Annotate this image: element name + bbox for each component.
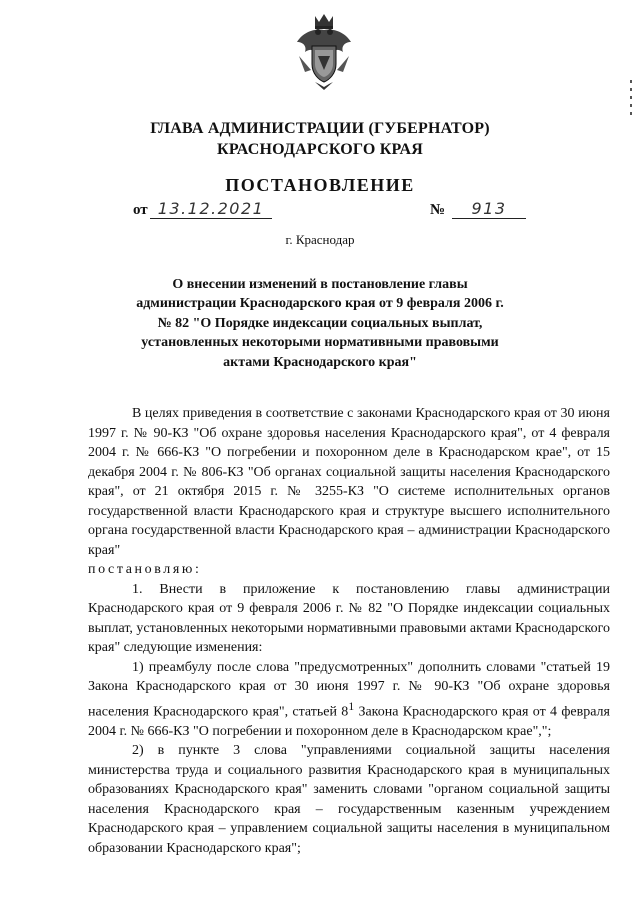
heading-line: актами Краснодарского края" [223,354,417,370]
document-type: ПОСТАНОВЛЕНИЕ [225,175,415,195]
decree-date: 13.12.2021 [150,200,272,219]
subitem-1-text-b: Закона Краснодарского края от 4 февраля 2004 г. № 666-КЗ "О погребении и похоронном деле в Краснодарском крае","; [88,704,610,739]
margin-scan-mark [628,80,636,120]
heading-line: № 82 "О Порядке индексации социальных выплат, [157,315,483,331]
subitem-1-paragraph [88,658,610,742]
heading-line: администрации Краснодарского края от 9 февраля 2006 г. [136,296,504,312]
heading-line: О внесении изменений в постановление главы [172,277,468,292]
preamble-paragraph: В целях приведения в соответствие с законами Краснодарского края от 30 июня 1997 г. № 90-КЗ "Об охране здоровья населения Краснодарского края", от 4 февраля 2004 г. № 666-КЗ "О погребении и похоронном деле в Краснодарском крае", от 15 декабря 2004 г. № 806-КЗ "Об органах социальной защиты населения Краснодарского края", от 21 октября 2015 г. № 3255-КЗ "О системе исполнительных органов государственной власти Краснодарского края и структуре высшего исполнительного органа государственной власти Краснодарского края – администрации Краснодарского края" [88,406,610,558]
resolution-word: постановляю: [88,562,202,577]
item-1-paragraph: 1. Внести в приложение к постановлению главы администрации Краснодарского края от 9 февраля 2006 г. № 82 "О Порядке индексации социальных выплат, установленных некоторыми нормативными правовыми актами Краснодарского края" следующие изменения: [88,581,610,655]
authority-title-line1: ГЛАВА АДМИНИСТРАЦИИ (ГУБЕРНАТОР) [150,120,490,137]
decree-body [88,404,610,858]
decree-number: 913 [452,200,526,219]
krasnodar-coat-of-arms-icon [293,12,355,94]
subitem-2-paragraph: 2) в пункте 3 слова "управлениями социальной защиты населения министерства труда и социального развития Краснодарского края в муниципальных образованиях Краснодарского края" заменить словами "органом социальной защиты населения Краснодарского края – государственным казенным учреждением Краснодарского края – управлением социальной защиты населения в муниципальном образовании Краснодарского края"; [88,743,610,856]
subitem-1-text-a: 1) преамбулу после слова "предусмотренных" дополнить словами "статьей 19 Закона Краснодарского края от 30 июня 1997 г. № 90-КЗ "Об охране здоровья населения Краснодарского края", статьей 8 [88,659,610,720]
decree-heading [120,275,520,372]
authority-title-line2: КРАСНОДАРСКОГО КРАЯ [217,141,423,158]
number-prefix: № [430,202,446,218]
heading-line: установленных некоторыми нормативными правовыми [141,335,499,351]
date-prefix: от [133,202,148,218]
city-name: г. Краснодар [285,232,355,247]
article-superscript: 1 [348,699,355,713]
